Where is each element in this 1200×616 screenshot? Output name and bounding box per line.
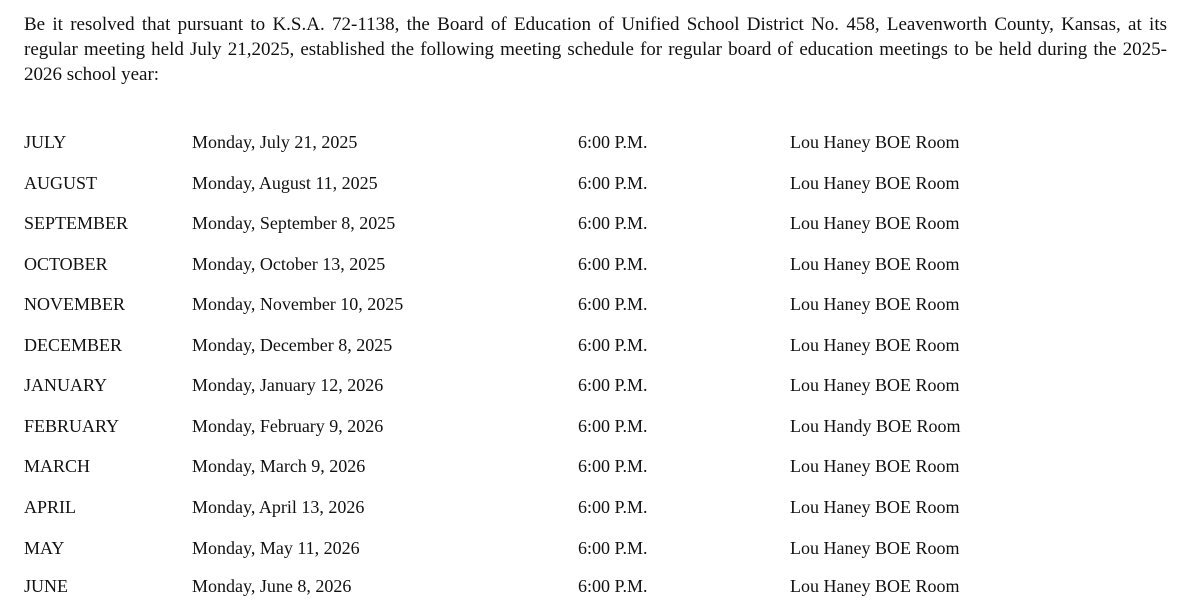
meeting-time: 6:00 P.M.	[578, 456, 648, 476]
meeting-date: Monday, May 11, 2026	[192, 537, 360, 558]
meeting-location: Lou Haney BOE Room	[790, 253, 960, 274]
meeting-location: Lou Haney BOE Room	[790, 497, 960, 517]
schedule-row	[0, 487, 1200, 527]
meeting-time: 6:00 P.M.	[578, 253, 648, 274]
month-label: NOVEMBER	[24, 294, 126, 314]
meeting-time: 6:00 P.M.	[578, 213, 648, 233]
month-label: OCTOBER	[24, 253, 108, 274]
month-label: JUNE	[24, 576, 68, 596]
schedule-row	[0, 365, 1200, 405]
meeting-time: 6:00 P.M.	[578, 294, 648, 314]
schedule-row	[0, 566, 1200, 606]
meeting-date: Monday, July 21, 2025	[192, 132, 358, 152]
meeting-time: 6:00 P.M.	[578, 576, 648, 596]
schedule-row	[0, 163, 1200, 203]
meeting-time: 6:00 P.M.	[578, 132, 648, 152]
month-label: JANUARY	[24, 375, 108, 395]
schedule-row	[0, 284, 1200, 324]
meeting-time: 6:00 P.M.	[578, 172, 648, 193]
meeting-time: 6:00 P.M.	[578, 415, 648, 436]
meeting-date: Monday, March 9, 2026	[192, 456, 366, 476]
meeting-time: 6:00 P.M.	[578, 375, 648, 395]
meeting-time: 6:00 P.M.	[578, 334, 648, 355]
month-label: JULY	[24, 132, 67, 152]
schedule-row	[0, 325, 1200, 365]
meeting-location: Lou Haney BOE Room	[790, 294, 960, 314]
meeting-date: Monday, January 12, 2026	[192, 375, 384, 395]
meeting-location: Lou Haney BOE Room	[790, 537, 960, 558]
meeting-date: Monday, October 13, 2025	[192, 253, 386, 274]
meeting-date: Monday, June 8, 2026	[192, 576, 352, 596]
meeting-date: Monday, August 11, 2025	[192, 172, 378, 193]
resolution-paragraph: Be it resolved that pursuant to K.S.A. 72-1138, the Board of Education of Unified School District No. 458, Leavenworth County, Kansas, at its regular meeting held July 21,2025, established the following meeting schedule for regular board of education meetings to be held during the 2025-2026 school year:	[24, 14, 1167, 85]
schedule-row	[0, 122, 1200, 162]
schedule-row	[0, 203, 1200, 243]
meeting-time: 6:00 P.M.	[578, 537, 648, 558]
meeting-date: Monday, February 9, 2026	[192, 415, 384, 436]
meeting-location: Lou Haney BOE Room	[790, 172, 960, 193]
month-label: DECEMBER	[24, 334, 123, 355]
meeting-location: Lou Haney BOE Room	[790, 576, 960, 596]
meeting-date: Monday, April 13, 2026	[192, 497, 365, 517]
month-label: FEBRUARY	[24, 415, 120, 436]
month-label: APRIL	[24, 497, 77, 517]
meeting-date: Monday, November 10, 2025	[192, 294, 404, 314]
schedule-row	[0, 528, 1200, 568]
month-label: AUGUST	[24, 172, 98, 193]
meeting-location: Lou Haney BOE Room	[790, 375, 960, 395]
meeting-location: Lou Handy BOE Room	[790, 415, 961, 436]
schedule-row	[0, 446, 1200, 486]
meeting-location: Lou Haney BOE Room	[790, 456, 960, 476]
meeting-date: Monday, September 8, 2025	[192, 213, 396, 233]
schedule-row	[0, 244, 1200, 284]
month-label: MAY	[24, 537, 65, 558]
meeting-location: Lou Haney BOE Room	[790, 213, 960, 233]
meeting-location: Lou Haney BOE Room	[790, 334, 960, 355]
meeting-date: Monday, December 8, 2025	[192, 334, 393, 355]
meeting-location: Lou Haney BOE Room	[790, 132, 960, 152]
meeting-time: 6:00 P.M.	[578, 497, 648, 517]
schedule-row	[0, 406, 1200, 446]
month-label: MARCH	[24, 456, 91, 476]
month-label: SEPTEMBER	[24, 213, 129, 233]
